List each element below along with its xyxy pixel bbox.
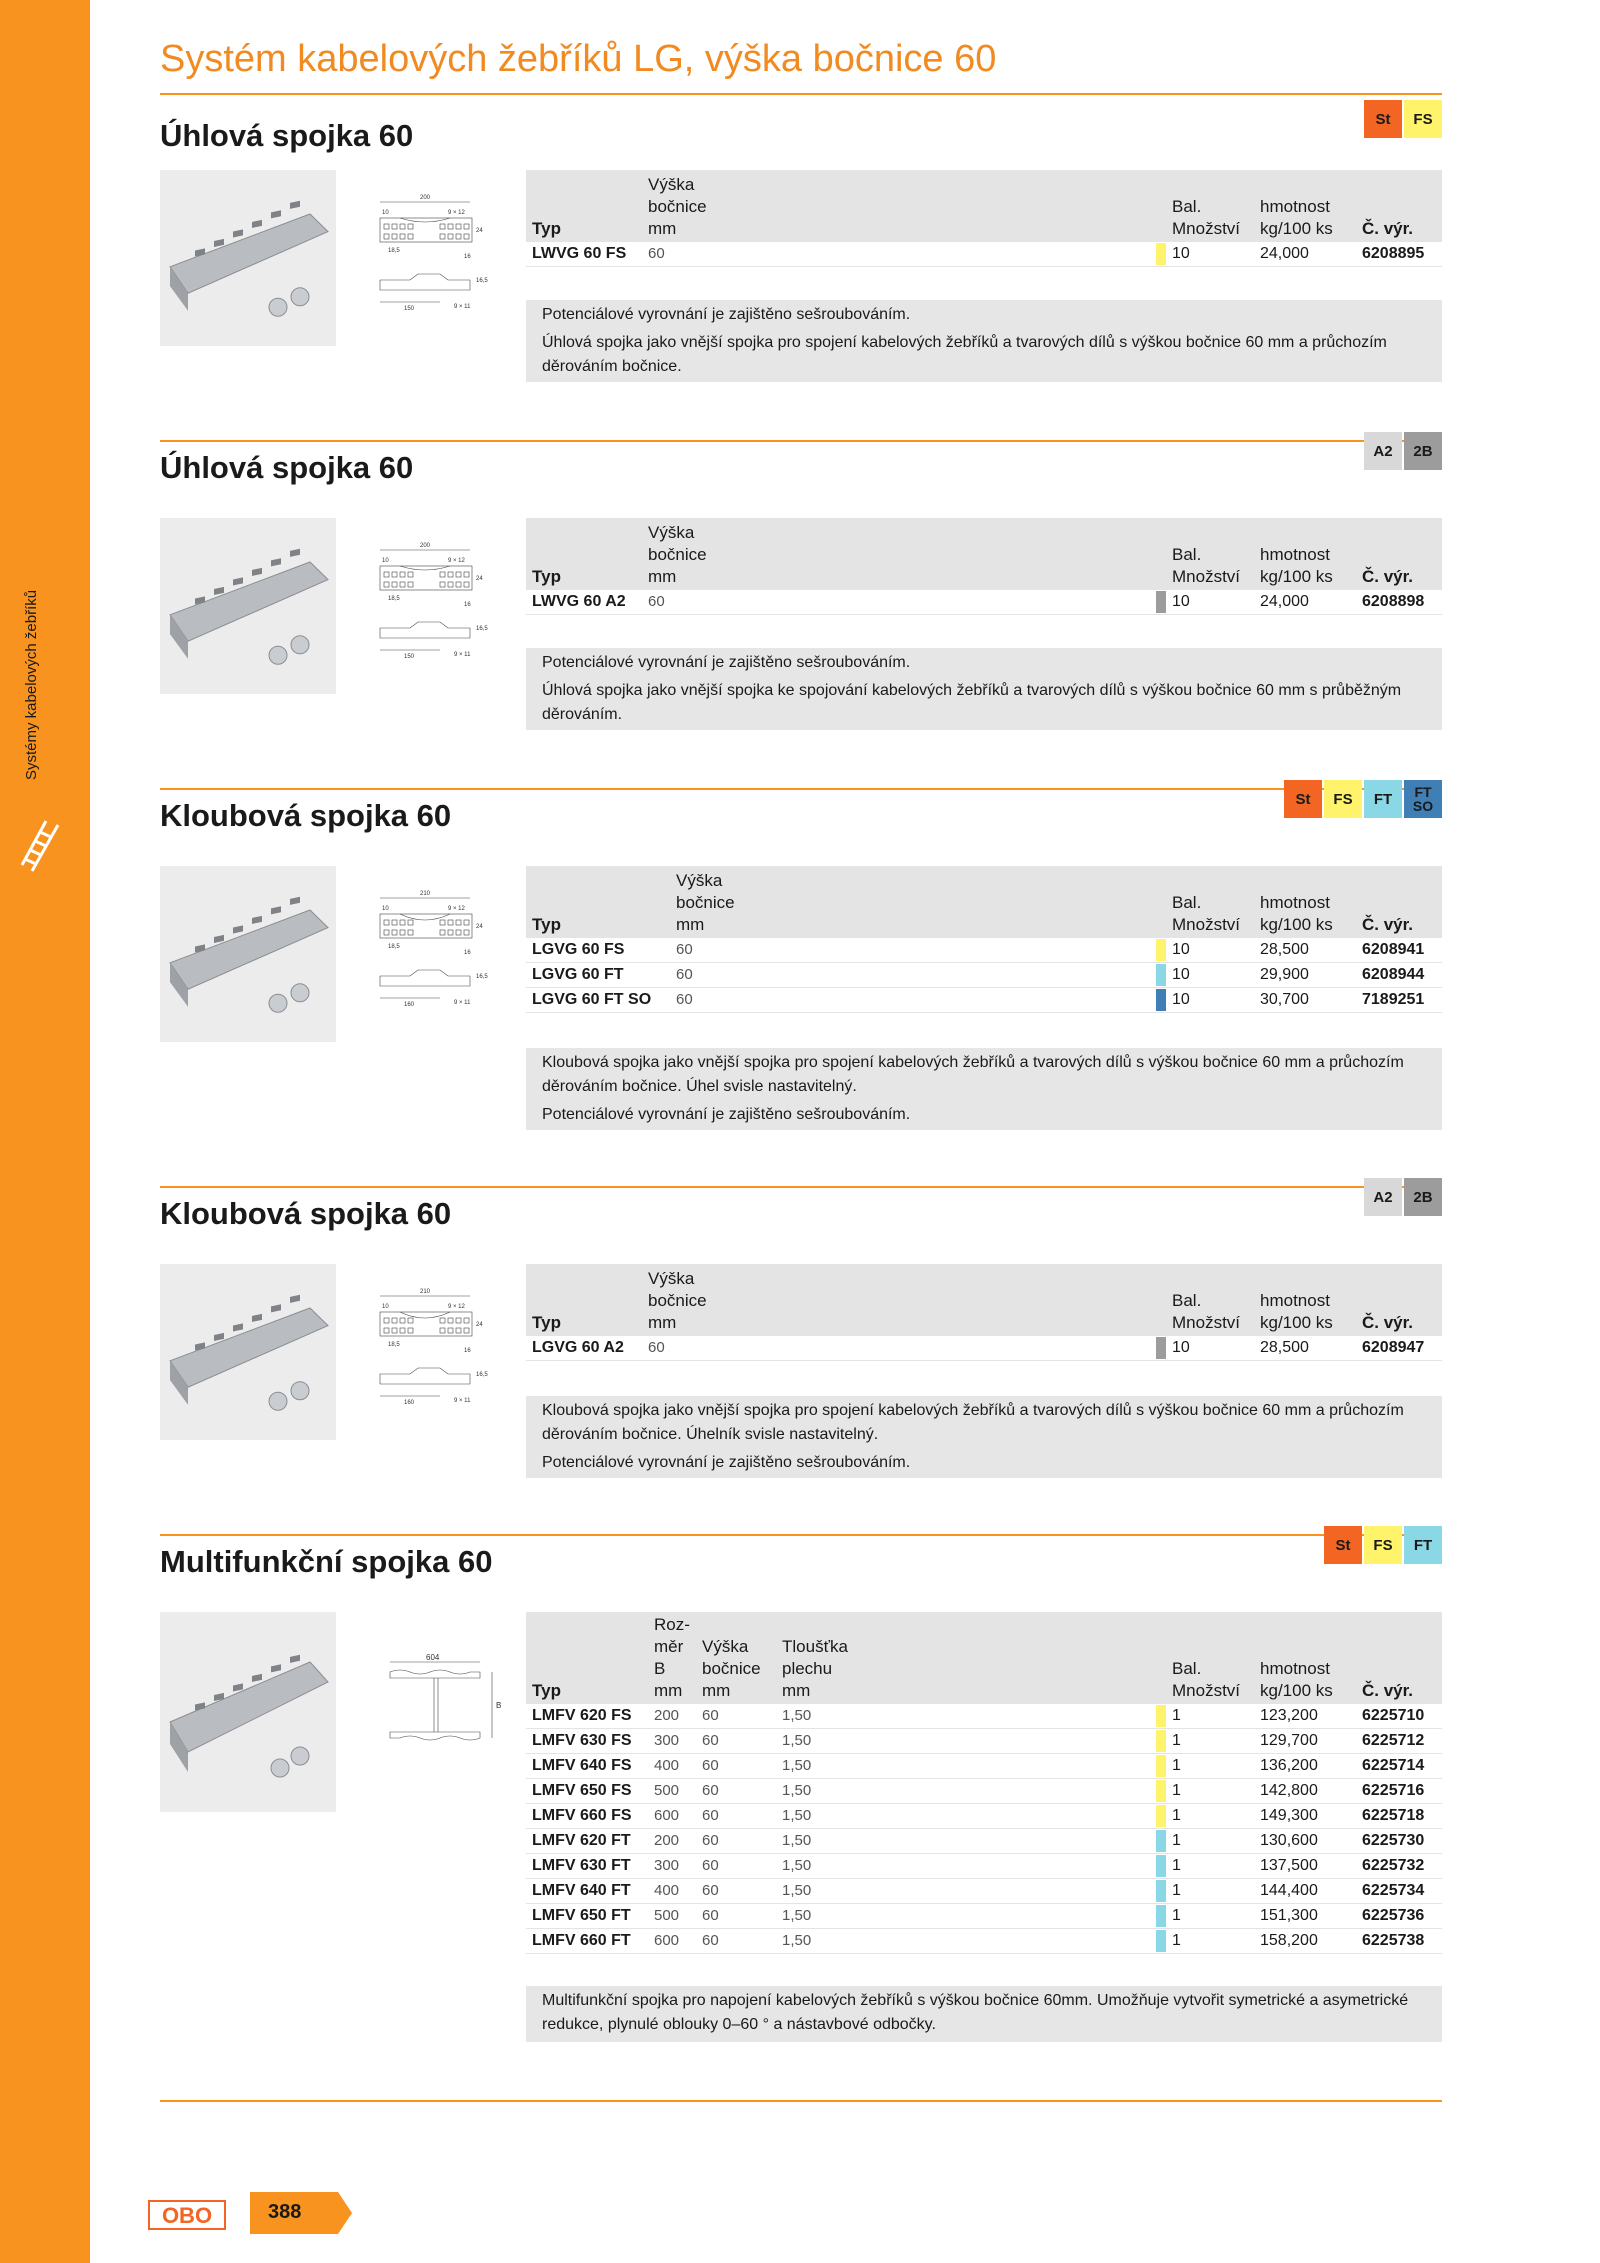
col-cislo: Č. výr. (1362, 1313, 1414, 1332)
dim-label: 9 × 12 (448, 558, 465, 564)
section-title: Kloubová spojka 60 (160, 1196, 452, 1231)
cell-typ: LMFV 640 FS (532, 1757, 632, 1774)
col-typ: Typ (532, 915, 561, 934)
divider (160, 788, 1442, 790)
finish-badge: A2 (1364, 432, 1402, 470)
cell-rozmer: 200 (654, 1707, 680, 1724)
finish-badges (1364, 432, 1442, 470)
finish-strip (1156, 1755, 1166, 1777)
finish-badge: St (1324, 1526, 1362, 1564)
table-row (526, 590, 1442, 615)
cell-vyska: 60 (702, 1907, 719, 1924)
product-photo (160, 1264, 336, 1440)
col-cislo: Č. výr. (1362, 219, 1414, 238)
col-hmotnost: hmotnost kg/100 ks (1260, 197, 1333, 238)
product-table (526, 170, 1442, 267)
finish-strip (1156, 1905, 1166, 1927)
finish-strip (1156, 1780, 1166, 1802)
divider (160, 440, 1442, 442)
product-description: Potenciálové vyrovnání je zajištěno sešroubováním. Úhlová spojka jako vnější spojka pro spojení kabelových žebříků a tvarových dílů s výškou bočnice 60 mm a průchozím děrováním bočnice. (526, 300, 1442, 382)
table-row (526, 988, 1442, 1013)
cell-cislo: 6208941 (1362, 941, 1425, 958)
table-row (526, 1336, 1442, 1361)
finish-strip (1156, 243, 1166, 265)
dim-label: 24 (476, 924, 483, 930)
divider (160, 1534, 1442, 1536)
cell-cislo: 6225710 (1362, 1707, 1425, 1724)
svg-text:OBO: OBO (161, 2203, 213, 2228)
finish-badge: FT (1364, 780, 1402, 818)
product-description: Multifunkční spojka pro napojení kabelových žebříků s výškou bočnice 60mm. Umožňuje vytvořit symetrické a asymetrické redukce, plynulé oblouky 0–60 ° a nástavbové odbočky. (526, 1986, 1442, 2042)
cell-vyska: 60 (702, 1857, 719, 1874)
product-photo (160, 518, 336, 694)
cell-typ: LMFV 620 FT (532, 1832, 631, 1849)
cell-hmotnost: 130,600 (1260, 1832, 1318, 1849)
cell-tloustka: 1,50 (782, 1882, 812, 1899)
finish-strip (1156, 1337, 1166, 1359)
cell-typ: LGVG 60 FT SO (532, 991, 652, 1008)
cell-tloustka: 1,50 (782, 1857, 812, 1874)
cell-rozmer: 600 (654, 1807, 680, 1824)
cell-hmotnost: 123,200 (1260, 1707, 1318, 1724)
divider (160, 2100, 1442, 2102)
col-hmotnost: hmotnost kg/100 ks (1260, 1291, 1333, 1332)
dim-label: 18,5 (388, 944, 400, 950)
section-title: Kloubová spojka 60 (160, 798, 452, 833)
dim-label: 16 (464, 254, 471, 260)
dim-label: 16,5 (476, 626, 488, 632)
cell-tloustka: 1,50 (782, 1782, 812, 1799)
col-vyska: Výška bočnice mm (702, 1637, 761, 1700)
finish-badge: FT (1404, 1526, 1442, 1564)
table-header (526, 518, 1442, 590)
cell-tloustka: 1,50 (782, 1907, 812, 1924)
dim-label: 24 (476, 576, 483, 582)
cell-vyska: 60 (648, 245, 665, 262)
product-photo (160, 866, 336, 1042)
page-title: Systém kabelových žebříků LG, výška bočnice 60 (160, 38, 997, 80)
dim-label: 9 × 12 (448, 210, 465, 216)
cell-vyska: 60 (702, 1757, 719, 1774)
finish-strip (1156, 1855, 1166, 1877)
table-row (526, 938, 1442, 963)
finish-strip (1156, 1730, 1166, 1752)
dim-label: 16 (464, 602, 471, 608)
dim-label: 160 (404, 1400, 415, 1406)
cell-vyska: 60 (676, 991, 693, 1008)
finish-strip (1156, 989, 1166, 1011)
finish-badge: 2B (1404, 1178, 1442, 1216)
product-table (526, 866, 1442, 1013)
finish-strip (1156, 1930, 1166, 1952)
table-row (526, 1829, 1442, 1854)
col-cislo: Č. výr. (1362, 567, 1414, 586)
col-vyska: Výška bočnice mm (648, 175, 707, 238)
dim-label: 16,5 (476, 974, 488, 980)
sidebar-label: Systémy kabelových žebříků (23, 589, 40, 780)
cell-bal: 1 (1172, 1882, 1181, 1899)
dim-label: 10 (382, 558, 389, 564)
finish-badges (1284, 780, 1442, 818)
cell-cislo: 6208947 (1362, 1339, 1425, 1356)
cell-vyska: 60 (702, 1932, 719, 1949)
cell-cislo: 6225718 (1362, 1807, 1425, 1824)
cell-tloustka: 1,50 (782, 1757, 812, 1774)
cell-tloustka: 1,50 (782, 1832, 812, 1849)
table-row (526, 963, 1442, 988)
dim-label: 16 (464, 1348, 471, 1354)
dim-label: 10 (382, 906, 389, 912)
dim-label: 18,5 (388, 248, 400, 254)
finish-strip (1156, 1805, 1166, 1827)
cell-typ: LMFV 620 FS (532, 1707, 632, 1724)
cell-bal: 10 (1172, 941, 1190, 958)
cell-bal: 10 (1172, 245, 1190, 262)
cell-rozmer: 500 (654, 1782, 680, 1799)
cell-hmotnost: 28,500 (1260, 941, 1309, 958)
col-typ: Typ (532, 219, 561, 238)
cell-bal: 10 (1172, 593, 1190, 610)
section-title: Úhlová spojka 60 (160, 450, 414, 485)
finish-badge: 2B (1404, 432, 1442, 470)
cell-rozmer: 300 (654, 1857, 680, 1874)
dim-label: 10 (382, 1304, 389, 1310)
cell-rozmer: 200 (654, 1832, 680, 1849)
cell-bal: 1 (1172, 1832, 1181, 1849)
cell-bal: 10 (1172, 1339, 1190, 1356)
cell-typ: LMFV 630 FS (532, 1732, 632, 1749)
cell-cislo: 6208898 (1362, 593, 1425, 610)
dim-label: 9 × 11 (454, 652, 471, 658)
dim-label: 24 (476, 1322, 483, 1328)
finish-badge: St (1364, 100, 1402, 138)
table-row (526, 1729, 1442, 1754)
cell-bal: 1 (1172, 1857, 1181, 1874)
cell-hmotnost: 29,900 (1260, 966, 1309, 983)
table-header (526, 170, 1442, 242)
cell-cislo: 6225716 (1362, 1782, 1425, 1799)
cell-tloustka: 1,50 (782, 1707, 812, 1724)
col-typ: Typ (532, 1313, 561, 1332)
cell-vyska: 60 (702, 1732, 719, 1749)
cell-rozmer: 400 (654, 1757, 680, 1774)
col-hmotnost: hmotnost kg/100 ks (1260, 893, 1333, 934)
section-title: Multifunkční spojka 60 (160, 1544, 493, 1579)
cell-cislo: 6225732 (1362, 1857, 1425, 1874)
dim-label: 150 (404, 654, 415, 660)
cell-cislo: 6225730 (1362, 1832, 1425, 1849)
col-hmotnost: hmotnost kg/100 ks (1260, 1659, 1333, 1700)
cell-cislo: 6225714 (1362, 1757, 1425, 1774)
finish-strip (1156, 964, 1166, 986)
sidebar (0, 0, 90, 2263)
cell-bal: 1 (1172, 1732, 1181, 1749)
divider (160, 1186, 1442, 1188)
cell-tloustka: 1,50 (782, 1932, 812, 1949)
cell-cislo: 6225734 (1362, 1882, 1425, 1899)
dim-label: 210 (420, 1289, 431, 1295)
dim-label: 160 (404, 1002, 415, 1008)
cell-cislo: 6225712 (1362, 1732, 1425, 1749)
cell-hmotnost: 30,700 (1260, 991, 1309, 1008)
cell-typ: LWVG 60 A2 (532, 593, 626, 610)
dim-label: 24 (476, 228, 483, 234)
product-description: Potenciálové vyrovnání je zajištěno sešroubováním. Úhlová spojka jako vnější spojka ke spojování kabelových žebříků a tvarových dílů s výškou bočnice 60 mm s průběžným děrováním. (526, 648, 1442, 730)
finish-strip (1156, 1705, 1166, 1727)
cell-bal: 10 (1172, 966, 1190, 983)
finish-badge: FT SO (1404, 780, 1442, 818)
cell-cislo: 7189251 (1362, 991, 1425, 1008)
cell-hmotnost: 149,300 (1260, 1807, 1318, 1824)
section-title: Úhlová spojka 60 (160, 118, 414, 153)
cell-vyska: 60 (648, 593, 665, 610)
cell-typ: LMFV 660 FT (532, 1932, 631, 1949)
dim-label: 18,5 (388, 1342, 400, 1348)
col-tloustka: Tloušťka plechu mm (782, 1637, 848, 1700)
table-row (526, 1904, 1442, 1929)
cell-rozmer: 400 (654, 1882, 680, 1899)
dim-label: 9 × 12 (448, 1304, 465, 1310)
cell-tloustka: 1,50 (782, 1732, 812, 1749)
finish-badges (1324, 1526, 1442, 1564)
table-header (526, 1612, 1442, 1704)
dim-label: 200 (420, 195, 431, 201)
finish-badge: St (1284, 780, 1322, 818)
finish-strip (1156, 939, 1166, 961)
finish-badge: FS (1324, 780, 1362, 818)
cell-hmotnost: 24,000 (1260, 245, 1309, 262)
cell-hmotnost: 158,200 (1260, 1932, 1318, 1949)
cell-typ: LGVG 60 FS (532, 941, 625, 958)
col-typ: Typ (532, 567, 561, 586)
cell-hmotnost: 28,500 (1260, 1339, 1309, 1356)
cell-typ: LMFV 650 FT (532, 1907, 631, 1924)
dim-label: 16,5 (476, 278, 488, 284)
table-row (526, 1779, 1442, 1804)
dim-label: 9 × 11 (454, 304, 471, 310)
finish-strip (1156, 1880, 1166, 1902)
cell-typ: LMFV 650 FS (532, 1782, 632, 1799)
finish-strip (1156, 1830, 1166, 1852)
table-header (526, 866, 1442, 938)
col-bal: Bal. Množství (1172, 1659, 1241, 1700)
table-row (526, 1854, 1442, 1879)
col-bal: Bal. Množství (1172, 545, 1241, 586)
cell-bal: 10 (1172, 991, 1190, 1008)
cell-hmotnost: 137,500 (1260, 1857, 1318, 1874)
finish-badges (1364, 100, 1442, 138)
cell-vyska: 60 (702, 1707, 719, 1724)
cell-bal: 1 (1172, 1757, 1181, 1774)
col-bal: Bal. Množství (1172, 197, 1241, 238)
dim-label: 9 × 12 (448, 906, 465, 912)
cell-rozmer: 500 (654, 1907, 680, 1924)
cell-typ: LGVG 60 FT (532, 966, 624, 983)
finish-badges (1364, 1178, 1442, 1216)
cell-cislo: 6225738 (1362, 1932, 1425, 1949)
cell-vyska: 60 (648, 1339, 665, 1356)
dim-label: 18,5 (388, 596, 400, 602)
col-vyska: Výška bočnice mm (648, 1269, 707, 1332)
finish-badge: A2 (1364, 1178, 1402, 1216)
table-row (526, 1704, 1442, 1729)
dim-label: 16,5 (476, 1372, 488, 1378)
cable-ladder-icon (16, 815, 66, 875)
cell-typ: LMFV 640 FT (532, 1882, 631, 1899)
cell-vyska: 60 (702, 1832, 719, 1849)
page-number: 388 (250, 2192, 352, 2234)
table-row (526, 1804, 1442, 1829)
cell-hmotnost: 142,800 (1260, 1782, 1318, 1799)
cell-bal: 1 (1172, 1707, 1181, 1724)
table-header (526, 1264, 1442, 1336)
product-table (526, 1264, 1442, 1361)
dim-label: 9 × 11 (454, 1000, 471, 1006)
dim-label: 9 × 11 (454, 1398, 471, 1404)
table-row (526, 1754, 1442, 1779)
cell-typ: LWVG 60 FS (532, 245, 627, 262)
dim-label: 10 (382, 210, 389, 216)
cell-bal: 1 (1172, 1807, 1181, 1824)
cell-rozmer: 600 (654, 1932, 680, 1949)
dim-label: 16 (464, 950, 471, 956)
col-vyska: Výška bočnice mm (676, 871, 735, 934)
table-row (526, 1929, 1442, 1954)
cell-hmotnost: 129,700 (1260, 1732, 1318, 1749)
cell-hmotnost: 151,300 (1260, 1907, 1318, 1924)
col-bal: Bal. Množství (1172, 1291, 1241, 1332)
table-row (526, 1879, 1442, 1904)
product-description: Kloubová spojka jako vnější spojka pro spojení kabelových žebříků a tvarových dílů s výškou bočnice 60 mm a průchozím děrováním bočnice. Úhelník svisle nastavitelný. Potenciálové vyrovnání je zajištěno sešroubováním. (526, 1396, 1442, 1478)
cell-vyska: 60 (676, 941, 693, 958)
cell-typ: LGVG 60 A2 (532, 1339, 624, 1356)
dim-label: B (496, 1701, 502, 1710)
table-row (526, 242, 1442, 267)
col-hmotnost: hmotnost kg/100 ks (1260, 545, 1333, 586)
cell-vyska: 60 (676, 966, 693, 983)
product-photo (160, 170, 336, 346)
cell-vyska: 60 (702, 1807, 719, 1824)
finish-strip (1156, 591, 1166, 613)
finish-badge: FS (1404, 100, 1442, 138)
col-cislo: Č. výr. (1362, 1681, 1414, 1700)
col-bal: Bal. Množství (1172, 893, 1241, 934)
cell-hmotnost: 24,000 (1260, 593, 1309, 610)
dim-label: 210 (420, 891, 431, 897)
cell-bal: 1 (1172, 1907, 1181, 1924)
cell-tloustka: 1,50 (782, 1807, 812, 1824)
cell-vyska: 60 (702, 1782, 719, 1799)
cell-cislo: 6225736 (1362, 1907, 1425, 1924)
cell-bal: 1 (1172, 1782, 1181, 1799)
col-typ: Typ (532, 1681, 561, 1700)
product-table (526, 518, 1442, 615)
cell-rozmer: 300 (654, 1732, 680, 1749)
cell-cislo: 6208944 (1362, 966, 1425, 983)
col-vyska: Výška bočnice mm (648, 523, 707, 586)
dim-label: 150 (404, 306, 415, 312)
col-cislo: Č. výr. (1362, 915, 1414, 934)
cell-typ: LMFV 660 FS (532, 1807, 632, 1824)
finish-badge: FS (1364, 1526, 1402, 1564)
product-table (526, 1612, 1442, 1954)
col-rozmer: Roz- měr B mm (654, 1615, 690, 1700)
cell-bal: 1 (1172, 1932, 1181, 1949)
cell-cislo: 6208895 (1362, 245, 1425, 262)
cell-hmotnost: 136,200 (1260, 1757, 1318, 1774)
product-description: Kloubová spojka jako vnější spojka pro spojení kabelových žebříků a tvarových dílů s výškou bočnice 60 mm a průchozím děrováním bočnice. Úhel svisle nastavitelný. Potenciálové vyrovnání je zajištěno sešroubováním. (526, 1048, 1442, 1130)
divider (160, 93, 1442, 95)
cell-hmotnost: 144,400 (1260, 1882, 1318, 1899)
dim-label: 604 (426, 1653, 440, 1662)
dim-label: 200 (420, 543, 431, 549)
cell-vyska: 60 (702, 1882, 719, 1899)
product-photo (160, 1612, 336, 1812)
cell-typ: LMFV 630 FT (532, 1857, 631, 1874)
obo-logo (148, 2200, 226, 2230)
